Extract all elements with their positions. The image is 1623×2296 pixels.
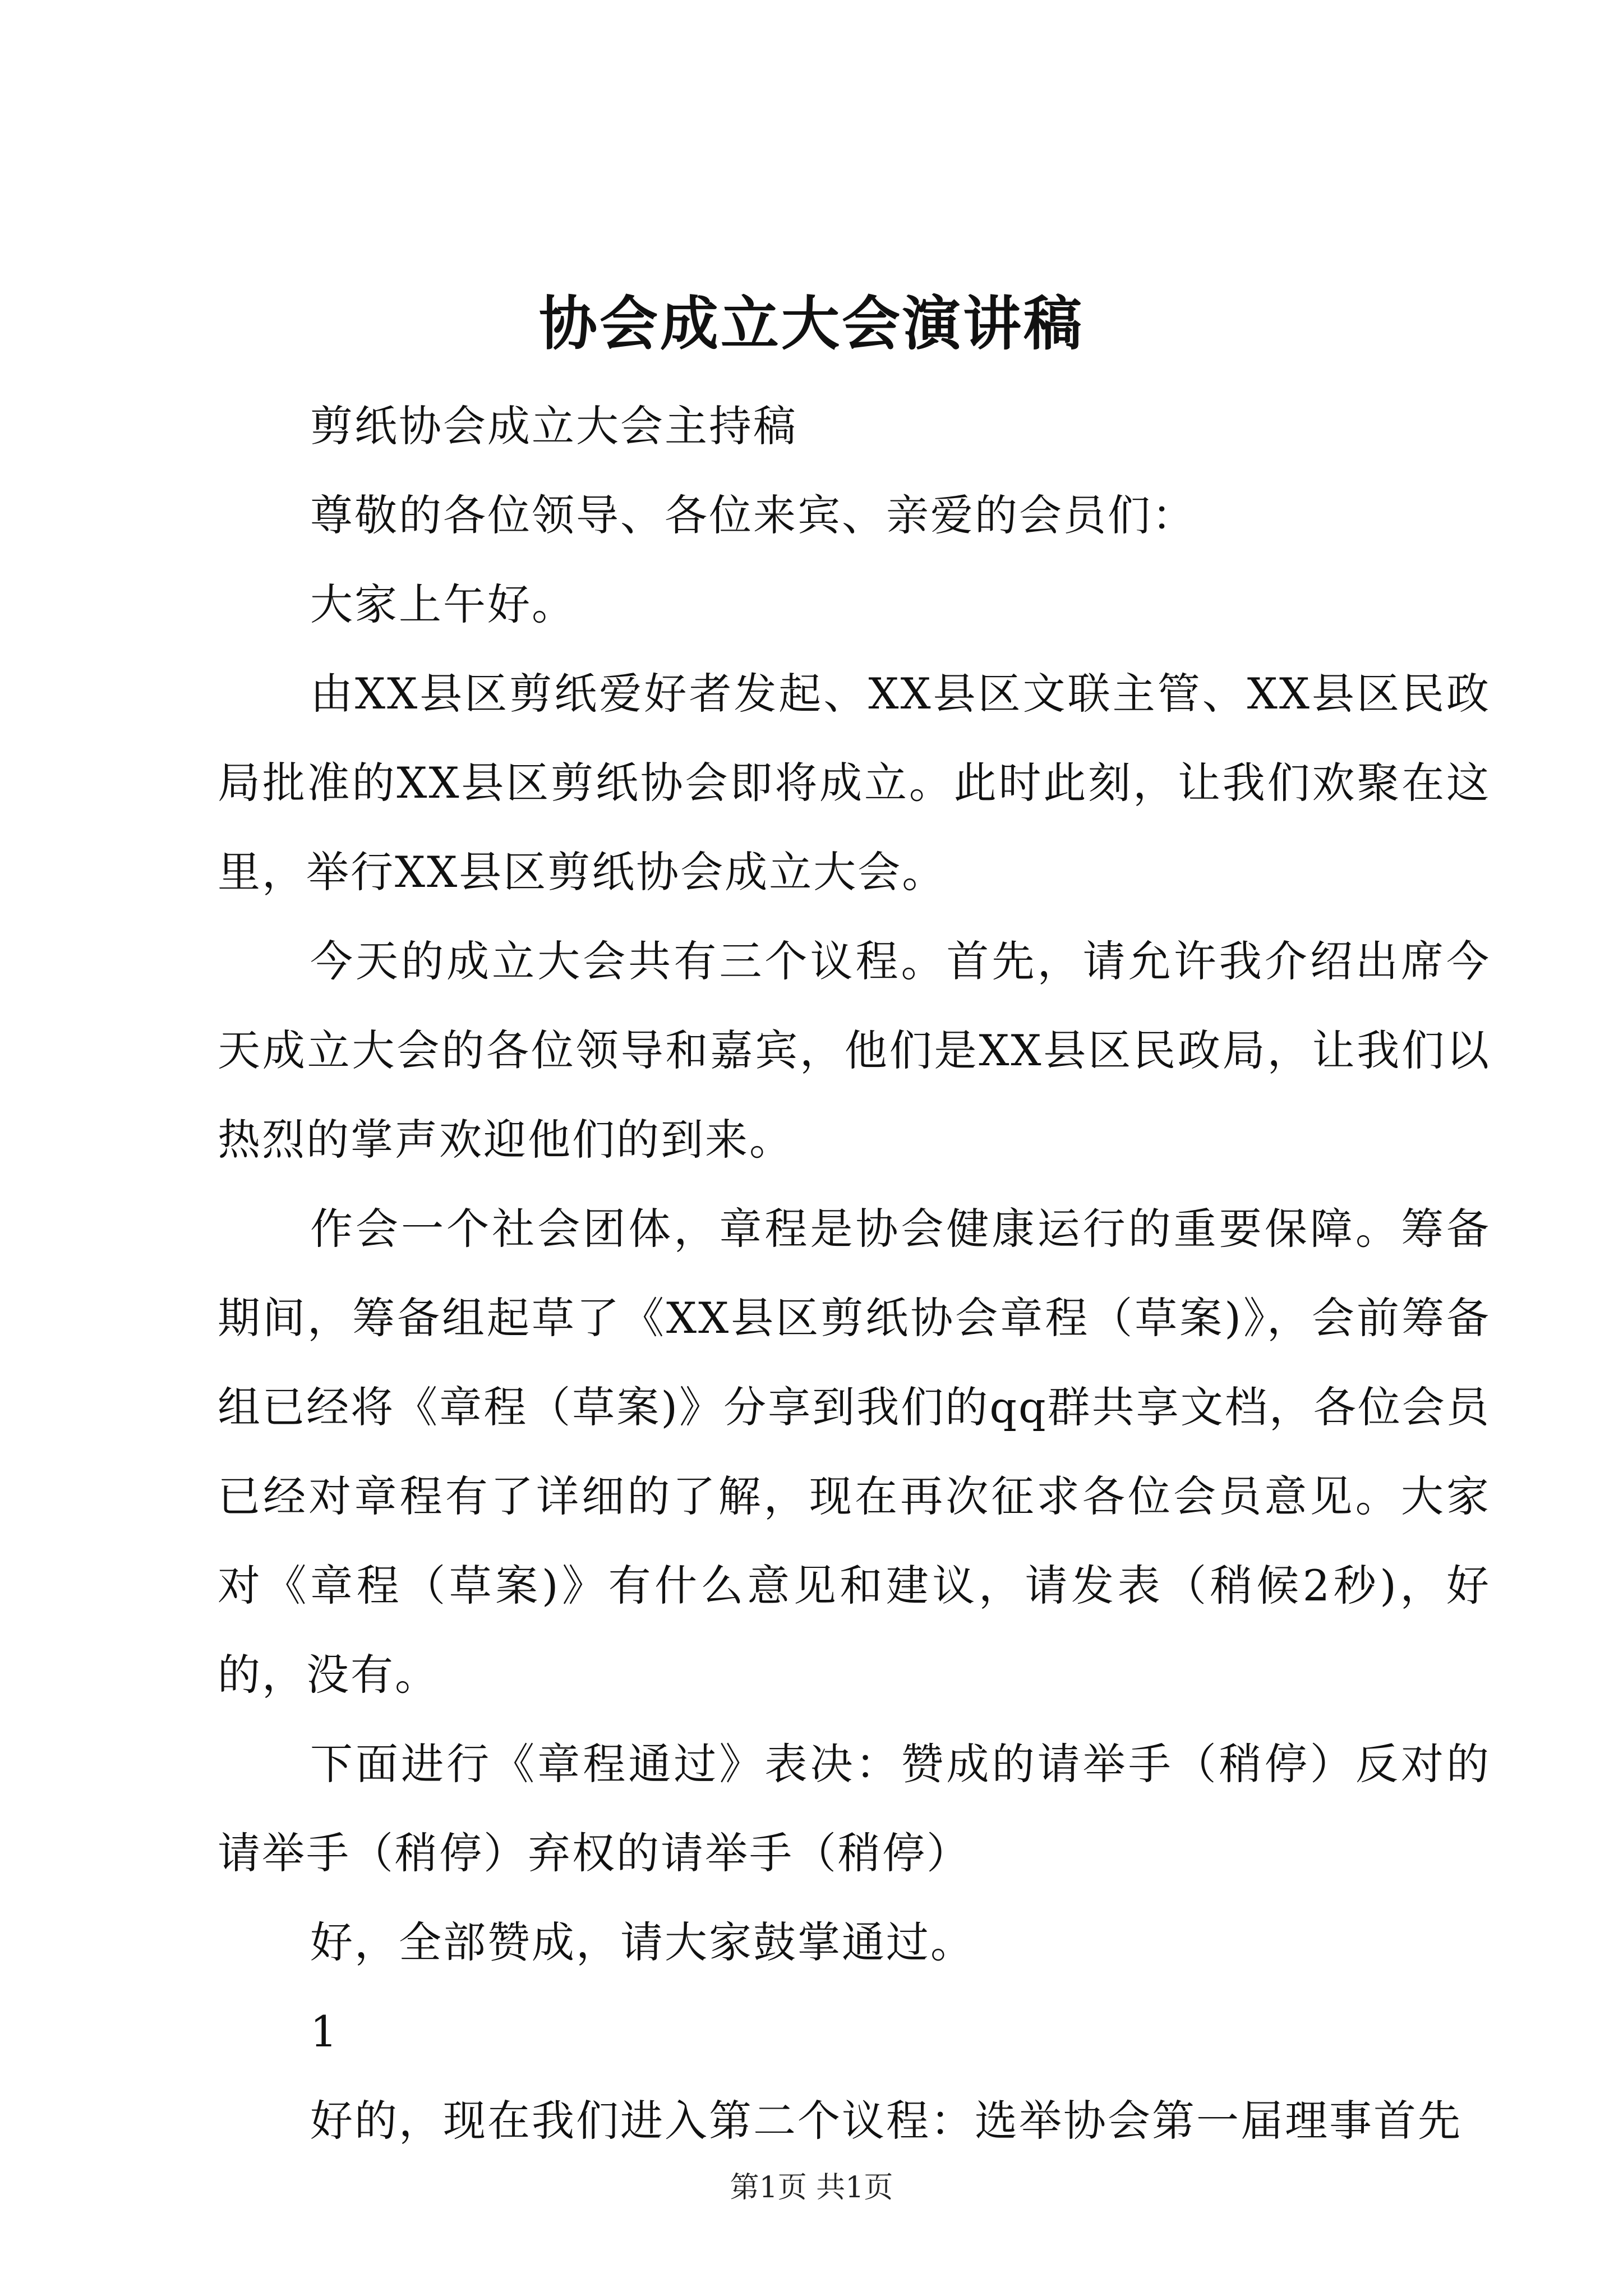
paragraph: 好的，现在我们进入第二个议程：选举协会第一届理事首先	[310, 2096, 1462, 2146]
page-number-inline: 1	[310, 2007, 339, 2056]
paragraph: 大家上午好。	[310, 579, 576, 629]
paragraph: 剪纸协会成立大会主持稿	[310, 401, 797, 451]
paragraph: 由XX县区剪纸爱好者发起、XX县区文联主管、XX县区民政局批准的XX县区剪纸协会即将成立。此时此刻，让我们欢聚在这里，举行XX县区剪纸协会成立大会。	[218, 669, 1491, 897]
document-body	[218, 381, 1491, 2165]
paragraph: 今天的成立大会共有三个议程。首先，请允许我介绍出席今天成立大会的各位领导和嘉宾，他们是XX县区民政局，让我们以热烈的掌声欢迎他们的到来。	[218, 936, 1491, 1165]
paragraph: 好，全部赞成，请大家鼓掌通过。	[310, 1917, 975, 1967]
page-footer: 第1页 共1页	[730, 2171, 893, 2205]
document-title: 协会成立大会演讲稿	[538, 289, 1084, 358]
paragraph: 下面进行《章程通过》表决：赞成的请举手（稍停）反对的请举手（稍停）弃权的请举手（稍停）	[218, 1739, 1491, 1878]
paragraph: 尊敬的各位领导、各位来宾、亲爱的会员们：	[310, 490, 1196, 540]
paragraph: 作会一个社会团体，章程是协会健康运行的重要保障。筹备期间，筹备组起草了《XX县区剪纸协会章程（草案)》，会前筹备组已经将《章程（草案)》分享到我们的qq群共享文档，各位会员已经对章程有了详细的了解，现在再次征求各位会员意见。大家对《章程（草案)》有什么意见和建议，请发表（稍候2秒)，好的，没有。	[218, 1204, 1491, 1700]
